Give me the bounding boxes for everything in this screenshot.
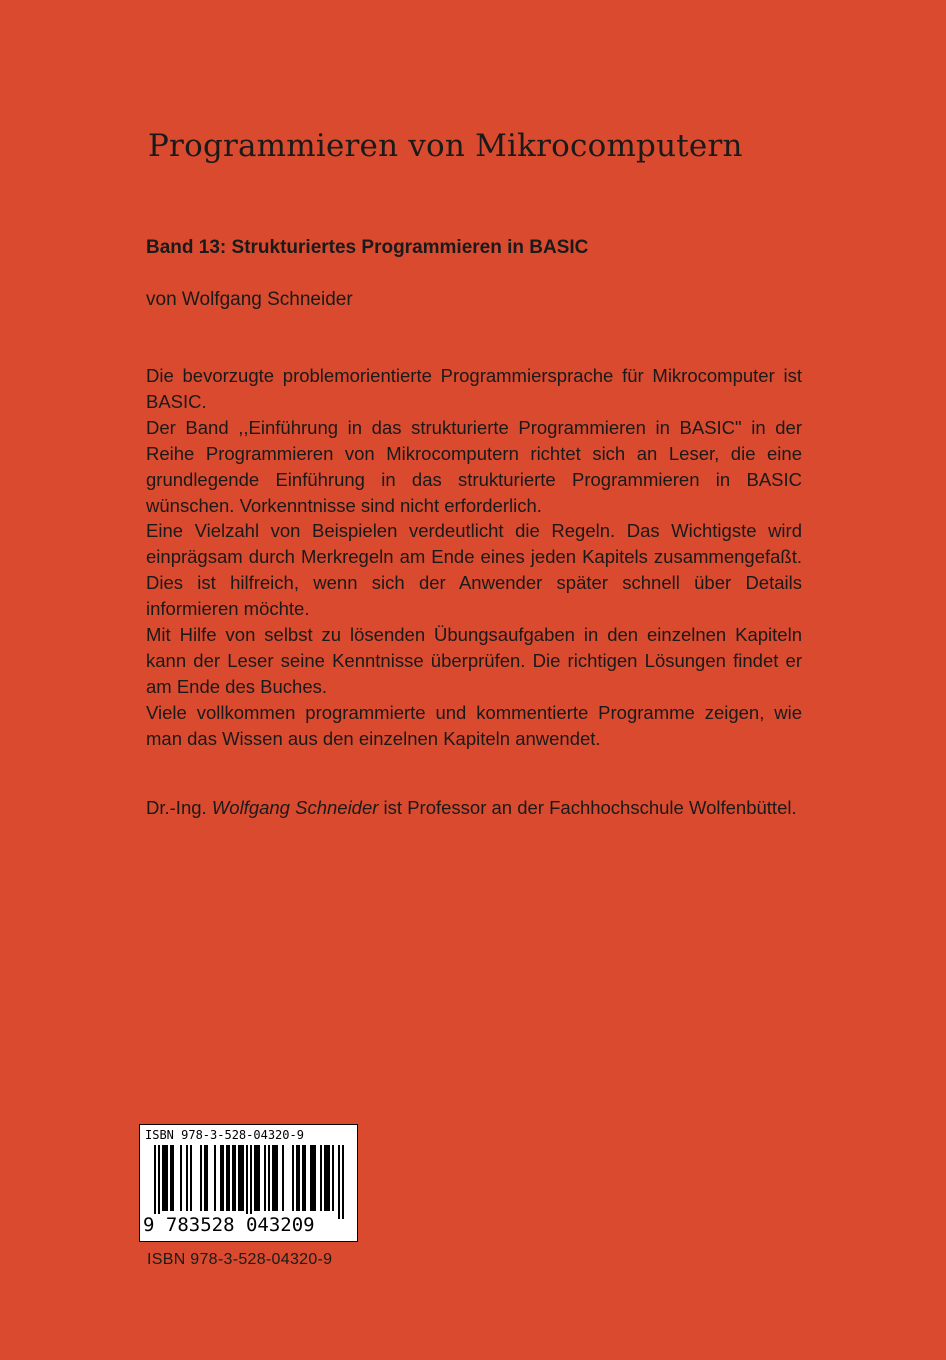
barcode-bar [268,1145,270,1211]
barcode-bar [328,1145,330,1211]
barcode-bar [246,1145,248,1219]
series-title: Programmieren von Mikrocomputern [148,128,743,164]
barcode-bar [320,1145,322,1211]
barcode-bar [250,1145,252,1219]
barcode-bar [162,1145,164,1211]
blurb-text [146,363,802,752]
barcode-bar [204,1145,206,1211]
barcode-bar [164,1145,166,1211]
blurb-paragraph: Eine Vielzahl von Beispielen verdeutlicht die Regeln. Das Wichtigste wird einprägsam durch Merkregeln am Ende eines jeden Kapitels zusammengefaßt. Dies ist hilfreich, wenn sich der Anwender später schnell über Details informieren möchte. [146,520,802,620]
barcode-bar [214,1145,216,1211]
barcode-bar [276,1145,278,1211]
barcode-bar [180,1145,182,1211]
barcode-isbn-label: ISBN 978-3-528-04320-9 [145,1128,304,1142]
barcode-bar [206,1145,208,1211]
bio-suffix: ist Professor an der Fachhochschule Wolfenbüttel. [378,797,797,818]
barcode-bar [240,1145,242,1211]
blurb-paragraph: Mit Hilfe von selbst zu lösenden Übungsaufgaben in den einzelnen Kapiteln kann der Leser seine Kenntnisse überprüfen. Die richtigen Lösungen findet er am Ende des Buches. [146,624,802,697]
barcode-bar [272,1145,274,1211]
barcode-bar [298,1145,300,1211]
barcode-bar [234,1145,236,1211]
barcode-bar [292,1145,294,1211]
barcode-bar [302,1145,304,1211]
barcode-bar [238,1145,240,1211]
bio-author-name: Wolfgang Schneider [211,797,379,818]
barcode-bar [274,1145,276,1211]
barcode-bar [258,1145,260,1211]
barcode-bar [242,1145,244,1211]
barcode-bar [166,1145,168,1211]
blurb-paragraph: Viele vollkommen programmierte und kommentierte Programme zeigen, wie man das Wissen aus den einzelnen Kapiteln anwendet. [146,701,802,749]
barcode-bar [154,1145,156,1219]
barcode-bar [282,1145,284,1211]
barcode-bar [220,1145,222,1211]
author-bio [146,795,802,821]
barcode [139,1124,358,1242]
barcode-bar [170,1145,172,1211]
blurb-paragraph: Die bevorzugte problemorientierte Programmiersprache für Mikrocomputer ist BASIC. [146,365,802,412]
bio-prefix: Dr.-Ing. [146,797,212,818]
barcode-bar [222,1145,224,1211]
barcode-digits: 9 783528 043209 [143,1214,315,1236]
barcode-bar [264,1145,266,1211]
barcode-bar [256,1145,258,1211]
barcode-bar [296,1145,298,1211]
barcode-bar [158,1145,160,1219]
volume-title: Band 13: Strukturiertes Programmieren in BASIC [146,237,589,258]
barcode-bar [338,1145,340,1219]
barcode-bar [314,1145,316,1211]
barcode-bar [324,1145,326,1211]
barcode-bar [312,1145,314,1211]
barcode-bar [254,1145,256,1211]
barcode-bar [228,1145,230,1211]
barcode-bar [186,1145,188,1211]
barcode-bar [172,1145,174,1211]
author-line: von Wolfgang Schneider [146,289,353,310]
barcode-bar [200,1145,202,1211]
barcode-bar [226,1145,228,1211]
isbn-text: ISBN 978-3-528-04320-9 [147,1251,333,1268]
barcode-bar [332,1145,334,1211]
blurb-paragraph: Der Band ,,Einführung in das strukturierte Programmieren in BASIC" in der Reihe Programmieren von Mikrocomputern richtet sich an Leser, die eine grundlegende Einführung in das strukturierte Programmieren in BASIC wünschen. Vorkenntnisse sind nicht erforderlich. [146,416,802,516]
barcode-bar [232,1145,234,1211]
barcode-bar [342,1145,344,1219]
barcode-bar [304,1145,306,1211]
barcode-bar [190,1145,192,1211]
barcode-bar [326,1145,328,1211]
barcode-bar [310,1145,312,1211]
